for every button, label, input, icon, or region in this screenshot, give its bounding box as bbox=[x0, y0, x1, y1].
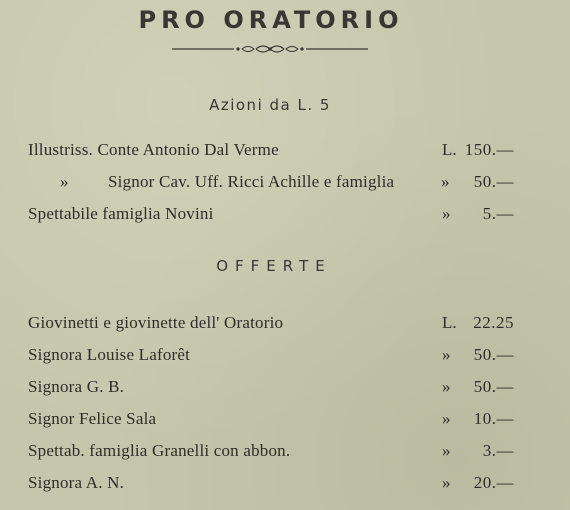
currency-unit: » bbox=[441, 172, 450, 191]
list-item bbox=[28, 344, 528, 366]
section-heading-azioni: Azioni da L. 5 bbox=[209, 96, 331, 114]
section-heading-offerte: OFFERTE bbox=[216, 257, 332, 275]
donor-name: Spettab. famiglia Granelli con abbon. bbox=[28, 441, 291, 460]
currency-unit: » bbox=[442, 204, 451, 223]
currency-unit: » bbox=[442, 409, 451, 428]
page-title: PRO ORATORIO bbox=[138, 6, 404, 34]
currency-unit: » bbox=[442, 441, 451, 460]
donor-name: Giovinetti e giovinette dell' Oratorio bbox=[28, 313, 284, 332]
currency-unit: L. bbox=[442, 313, 457, 332]
list-item bbox=[28, 472, 528, 494]
currency-unit: L. bbox=[442, 140, 457, 159]
donor-name: Signora Louise Laforêt bbox=[28, 345, 191, 364]
donation-amount: 50.— bbox=[473, 377, 514, 396]
list-item bbox=[28, 408, 528, 430]
list-item bbox=[28, 171, 528, 193]
donor-name: Illustriss. Conte Antonio Dal Verme bbox=[28, 140, 279, 159]
list-item bbox=[28, 440, 528, 462]
donation-amount: 3.— bbox=[482, 441, 514, 460]
donation-amount: 5.— bbox=[482, 204, 514, 223]
donation-amount: 20.— bbox=[473, 473, 514, 492]
donor-name: Signor Felice Sala bbox=[28, 409, 157, 428]
donation-amount: 50.— bbox=[473, 345, 514, 364]
ditto-mark: » bbox=[60, 172, 69, 191]
donor-name: Spettabile famiglia Novini bbox=[28, 204, 214, 223]
list-item bbox=[28, 312, 528, 334]
currency-unit: » bbox=[442, 345, 451, 364]
currency-unit: » bbox=[442, 377, 451, 396]
list-item bbox=[28, 203, 528, 225]
list-item bbox=[28, 376, 528, 398]
donor-name: Signora G. B. bbox=[28, 377, 125, 396]
donation-amount: 50.— bbox=[473, 172, 514, 191]
donation-amount: 150.— bbox=[464, 140, 514, 159]
decorative-rule-ornament bbox=[172, 42, 368, 56]
donation-amount: 22.25 bbox=[473, 313, 514, 332]
currency-unit: » bbox=[442, 473, 451, 492]
donor-name: Signor Cav. Uff. Ricci Achille e famiglia bbox=[108, 172, 395, 191]
donor-name: Signora A. N. bbox=[28, 473, 125, 492]
donation-amount: 10.— bbox=[473, 409, 514, 428]
list-item bbox=[28, 139, 528, 161]
